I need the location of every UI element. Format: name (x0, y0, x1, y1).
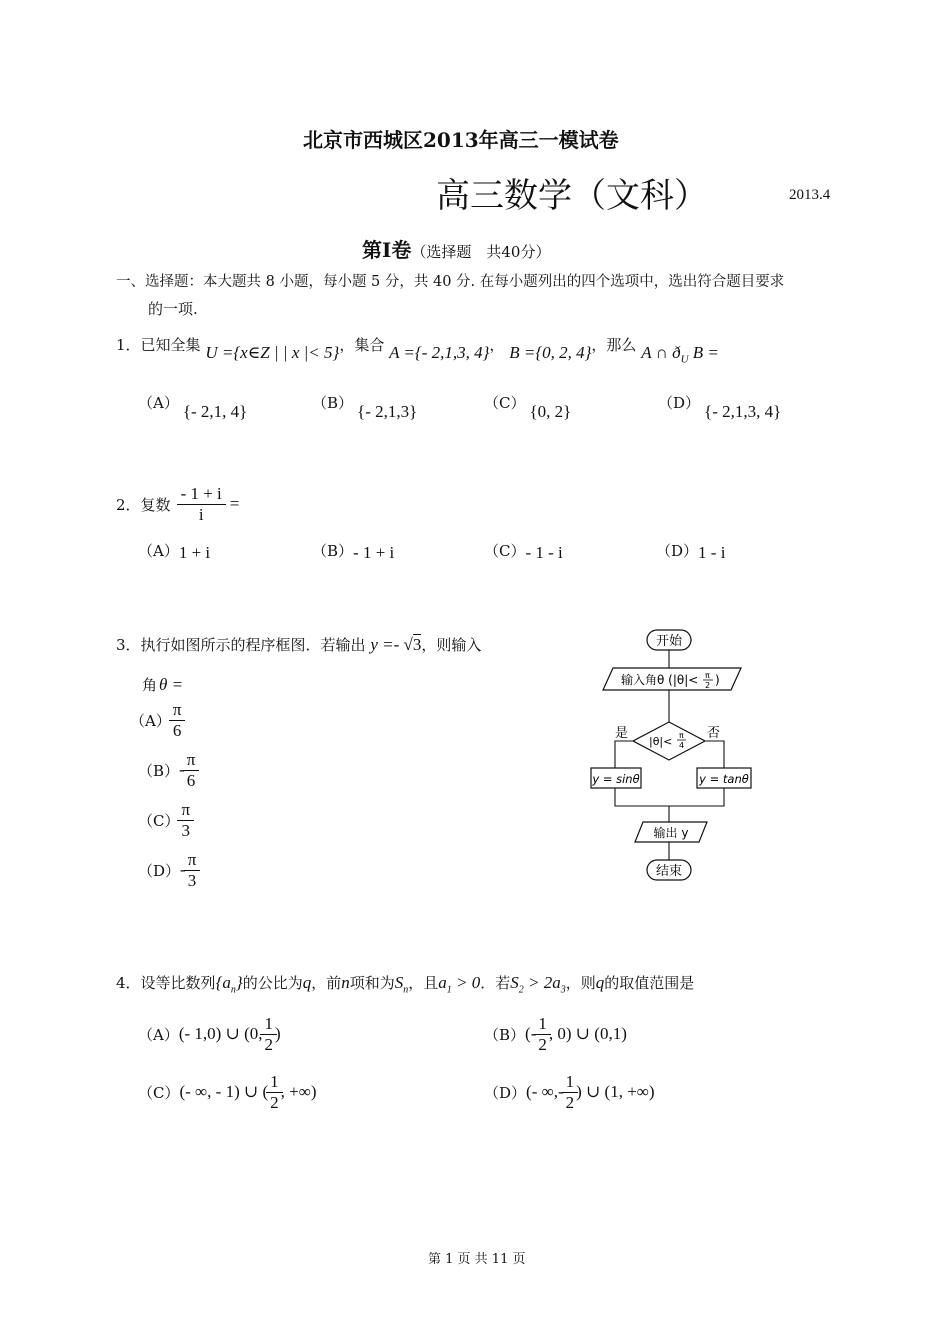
q1-option-d[interactable] (658, 392, 782, 421)
flowchart-start-label: 开始 (655, 634, 683, 649)
q4-option-d[interactable] (484, 1072, 655, 1112)
flowchart-input-den: 2 (705, 681, 711, 690)
page-footer: 第 1 页 共 11 页 (428, 1252, 526, 1267)
q4-sum-main: S (394, 973, 404, 992)
q4-seq-sub: n (230, 984, 236, 996)
q4-option-d-num: 1 (565, 1072, 575, 1091)
q4-option-c-num: 1 (270, 1072, 279, 1091)
q1-option-b-label: （B） (312, 394, 354, 412)
q1-option-a[interactable] (138, 392, 248, 421)
q3-option-c-label: （C） (138, 811, 180, 830)
q1-set-a: A ={- 2,1,3, 4} (389, 343, 490, 362)
q1-option-b[interactable] (312, 392, 418, 421)
q4-option-d-label: （D） (484, 1083, 527, 1102)
q1-option-c-label: （C） (484, 394, 526, 412)
flowchart-end-label: 结束 (655, 864, 683, 879)
q2-number: 2． (116, 495, 141, 514)
q4-text-7: ，则 (565, 974, 596, 992)
q4-ineq-mid: > 2a (523, 973, 561, 992)
flowchart-cond-den: 4 (679, 741, 685, 750)
q3-sqrt: √3 (403, 635, 422, 654)
q4-option-a-pre: (- 1,0) ∪ (0, (178, 1024, 263, 1044)
q3-option-b-sign: - (179, 760, 185, 780)
q4-option-d-frac (564, 1072, 577, 1112)
q4-option-a-label: （A） (138, 1025, 179, 1044)
instructions-line1: 一、选择题：本大题共 8 小题，每小题 5 分，共 40 分. 在每小题列出的四个选项中，选出符合题目要求 (116, 274, 785, 290)
q2-text: 复数 (140, 495, 171, 514)
q1-option-c[interactable] (484, 392, 572, 421)
q4-option-b-den: 2 (538, 1034, 547, 1054)
q4-q: q (595, 973, 605, 992)
flowchart-yes-branch (615, 741, 633, 768)
q4-seq (215, 973, 243, 996)
q3-output-eq: y =- (370, 635, 404, 654)
flowchart-sin-label: y = sinθ (592, 772, 640, 786)
q2-denominator: i (198, 504, 204, 524)
q1-option-d-label: （D） (658, 394, 701, 412)
q3-option-b-frac (185, 750, 198, 790)
q2-option-d-value: 1 - i (698, 543, 726, 562)
q3-option-d-num: π (187, 850, 197, 869)
q4-option-d-pre: (- ∞, (526, 1082, 558, 1102)
q4-option-a-frac (262, 1014, 275, 1054)
flowchart-yes-label: 是 (615, 726, 629, 741)
q4-number: 4． (116, 974, 141, 992)
q4-option-c-den: 2 (270, 1092, 279, 1112)
q4-option-d-den: 2 (565, 1092, 575, 1112)
q4-a1-main: a (438, 973, 447, 992)
q3-option-a[interactable] (130, 700, 183, 740)
q3-line2-text: 角 (142, 676, 158, 694)
q2-option-b-label: （B） (312, 542, 354, 560)
q4-ratio: q (302, 973, 312, 992)
section-title (362, 234, 550, 263)
q4-text-6: ．若 (480, 974, 511, 992)
q4-option-b-frac (536, 1014, 549, 1054)
q4-option-b[interactable] (484, 1014, 627, 1054)
q3-option-a-num: π (172, 700, 182, 719)
q3-option-b-den: 6 (186, 770, 196, 790)
q3-option-a-frac (171, 700, 184, 740)
flowchart-merge-line (615, 788, 724, 806)
q4-option-d-sign: - (557, 1082, 564, 1102)
flowchart-input-text (621, 672, 698, 687)
q4-option-d-post: ) ∪ (1, +∞) (576, 1082, 655, 1102)
q1-expr-tail: B = (692, 343, 719, 362)
q3-line2 (142, 674, 183, 695)
question-1 (116, 334, 719, 366)
section-subtitle: （选择题 共40分） (411, 243, 551, 261)
q1-expression (641, 343, 719, 366)
q4-option-c-post: , +∞) (280, 1082, 317, 1102)
q4-option-a-num: 1 (264, 1014, 273, 1033)
q3-option-a-label: （A） (130, 711, 171, 730)
q1-set-u: U ={x∈Z | | x |< 5} (205, 343, 340, 362)
q4-ineq-main: S (510, 973, 519, 992)
q4-ineq-sub2: 3 (560, 984, 566, 996)
q4-option-b-pre: ( (525, 1024, 531, 1044)
q1-option-d-value: {- 2,1,3, 4} (704, 402, 782, 421)
q4-sum (394, 973, 409, 996)
flowchart (585, 622, 760, 887)
q4-option-a-post: ) (274, 1024, 281, 1044)
flowchart-output-label: 输出 y (653, 826, 689, 840)
q2-option-a-label: （A） (138, 542, 179, 560)
flowchart-input-close: ) (715, 673, 720, 687)
flowchart-tan-label: y = tanθ (699, 772, 749, 786)
q1-text-a: 已知全集 (140, 336, 201, 354)
q4-text-4: 项和为 (349, 974, 395, 992)
q1-option-a-value: {- 2,1, 4} (182, 402, 248, 421)
exam-title: 北京市西城区2013年高三一模试卷 (303, 128, 619, 152)
q4-text-3: ，前 (311, 974, 342, 992)
q3-option-d[interactable] (138, 850, 198, 890)
q3-option-b-num: π (186, 750, 196, 769)
q3-option-d-den: 3 (187, 870, 197, 890)
q1-option-c-value: {0, 2} (529, 402, 572, 421)
section-title-label: 第Ⅰ卷 (362, 238, 412, 262)
q3-number: 3． (116, 636, 141, 654)
q4-seq-close: } (235, 973, 243, 992)
q2-equals: = (229, 494, 240, 514)
q2-option-b-value: - 1 + i (353, 543, 395, 562)
q4-option-b-num: 1 (538, 1014, 547, 1033)
q2-option-a[interactable] (138, 540, 210, 561)
q4-text-5: ，且 (408, 974, 439, 992)
q3-option-b[interactable] (138, 750, 197, 790)
q3-line2-math: θ = (159, 675, 184, 694)
q2-option-d[interactable] (656, 540, 725, 561)
q3-sqrt-value: 3 (412, 635, 422, 654)
q3-option-c[interactable] (138, 800, 192, 840)
q4-text-2: 的公比为 (242, 974, 303, 992)
flowchart-input-label: 输入角θ (|θ|< (621, 673, 699, 687)
q1-text-d: ，那么 (591, 336, 637, 354)
q4-option-c-pre: (- ∞, - 1) ∪ ( (179, 1082, 269, 1102)
q4-option-c-frac (268, 1072, 281, 1112)
q3-option-d-sign: - (180, 860, 186, 880)
q2-option-c-value: - 1 - i (525, 543, 563, 562)
q2-numerator: - 1 + i (180, 484, 222, 503)
q2-option-c[interactable] (484, 540, 563, 561)
q4-option-a[interactable] (138, 1014, 281, 1054)
q4-a1-sub: 1 (446, 984, 452, 996)
flowchart-input-num: π (705, 671, 710, 680)
flowchart-cond-text: |θ|< (649, 735, 673, 748)
q1-expr-main: A ∩ ð (641, 343, 681, 362)
subject-title: 高三数学（文科） (436, 176, 708, 216)
exam-date: 2013.4 (789, 187, 831, 203)
q1-option-b-value: {- 2,1,3} (357, 402, 418, 421)
q4-text-1: 设等比数列 (140, 974, 216, 992)
flowchart-no-branch (705, 741, 724, 768)
q1-text-b: ，集合 (339, 336, 385, 354)
q4-ineq (510, 973, 566, 996)
q4-seq-main: {a (215, 973, 231, 992)
q3-option-b-label: （B） (138, 761, 180, 780)
q3-option-a-den: 6 (172, 720, 182, 740)
instructions-line2: 的一项. (148, 300, 198, 318)
q2-option-a-value: 1 + i (178, 543, 211, 562)
q2-fraction (179, 484, 224, 524)
q3-text-b: ，则输入 (421, 636, 482, 654)
question-2 (116, 484, 239, 524)
q1-set-b: B ={0, 2, 4} (509, 343, 592, 362)
q4-option-a-den: 2 (264, 1034, 273, 1054)
q4-option-b-label: （B） (484, 1025, 526, 1044)
q4-n: n (341, 973, 350, 992)
q4-option-b-post: , 0) ∪ (0,1) (548, 1024, 627, 1044)
q4-a1-tail: > 0 (451, 973, 481, 992)
q3-option-c-num: π (181, 800, 191, 819)
q2-option-c-label: （C） (484, 542, 526, 560)
q4-a1 (438, 973, 481, 996)
q4-text-8: 的取值范围是 (604, 974, 695, 992)
q3-option-c-frac (179, 800, 192, 840)
q4-option-c[interactable] (138, 1072, 317, 1112)
q1-option-a-label: （A） (138, 394, 179, 412)
question-4 (116, 972, 694, 995)
q1-expr-sub: U (680, 353, 689, 366)
q1-text-c: ， (489, 336, 505, 354)
q3-option-d-frac (186, 850, 199, 890)
q3-text-a: 执行如图所示的程序框图．若输出 (140, 636, 366, 654)
q3-option-c-den: 3 (181, 820, 191, 840)
q4-option-b-sign: - (530, 1024, 537, 1044)
q4-ineq-sub: 2 (518, 984, 524, 996)
flowchart-no-label: 否 (707, 726, 721, 741)
question-3 (116, 634, 481, 655)
q4-sum-sub: n (403, 984, 409, 996)
flowchart-cond-num: π (679, 731, 684, 740)
q3-option-d-label: （D） (138, 861, 181, 880)
q2-option-d-label: （D） (656, 542, 699, 560)
q1-number: 1． (116, 336, 141, 354)
q4-option-c-label: （C） (138, 1083, 180, 1102)
q2-option-b[interactable] (312, 540, 394, 561)
